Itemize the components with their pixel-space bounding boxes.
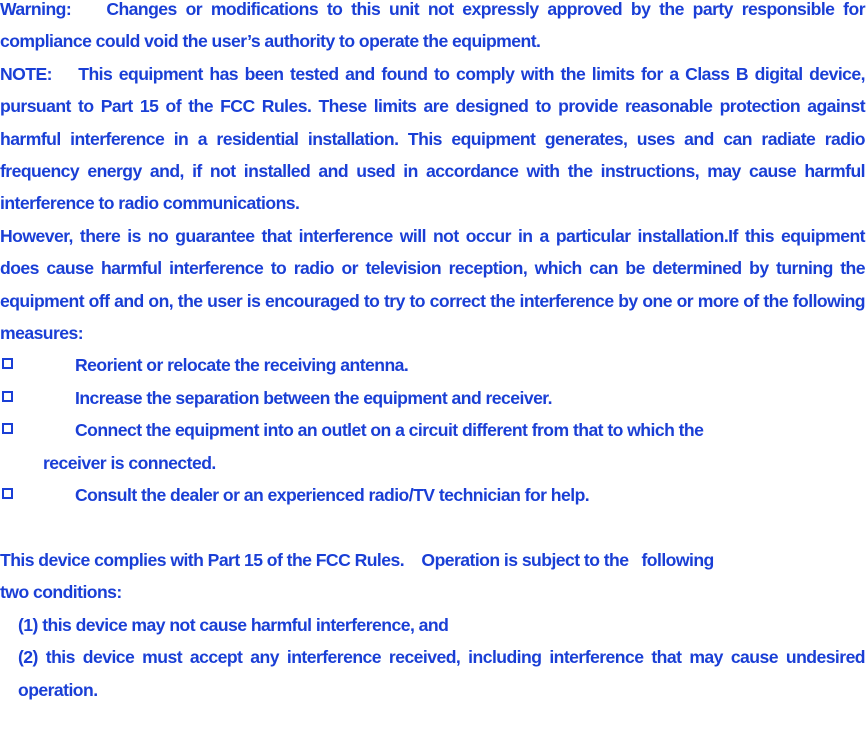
warning-paragraph [0,0,865,58]
compliance-intro-line2: two conditions: [0,582,122,603]
measure-item [0,414,865,479]
checkbox-square-icon [2,423,13,434]
condition-2 [0,641,865,706]
warning-label: Warning: [0,0,72,19]
however-text: However, there is no guarantee that interference will not occur in a particular installation.If this equipment does cause harmful interference to radio or television reception, which can be determined by turning the equipment off and on, the user is encouraged to try to correct the interference by one or more of the following measures: [0,225,865,344]
checkbox-square-icon [2,391,13,402]
warning-text: Changes or modifications to this unit not expressly approved by the party responsible for compliance could void the user’s authority to operate the equipment. [0,0,865,52]
however-paragraph [0,220,865,350]
spacer [0,512,865,544]
measure-text: Increase the separation between the equipment and receiver. [75,387,552,408]
condition-1 [0,609,865,641]
note-paragraph [0,58,865,220]
checkbox-square-icon [2,358,13,369]
note-label: NOTE: [0,63,52,84]
compliance-intro-line1: This device complies with Part 15 of the FCC Rules. Operation is subject to the following [0,549,714,570]
measure-text: Reorient or relocate the receiving antenna. [75,355,409,376]
measures-list [0,349,865,511]
condition-1-text: (1) this device may not cause harmful interference, and [18,614,449,635]
note-text: This equipment has been tested and found to comply with the limits for a Class B digital device, pursuant to Part 15 of the FCC Rules. These limits are designed to provide reasonable protection against harmful interference in a residential installation. This equipment generates, uses and can radiate radio frequency energy and, if not installed and used in accordance with the instructions, may cause harmful interference to radio communications. [0,63,865,214]
measure-item [0,479,865,511]
condition-2-text: (2) this device must accept any interference received, including interference that may cause undesired operation. [18,647,865,700]
checkbox-square-icon [2,488,13,499]
measure-text-continued: receiver is connected. [43,452,216,473]
measure-text: Connect the equipment into an outlet on a circuit different from that to which the [75,420,704,441]
measure-item [0,349,865,381]
compliance-intro [0,544,865,609]
measure-item [0,382,865,414]
measure-text: Consult the dealer or an experienced radio/TV technician for help. [75,485,590,506]
